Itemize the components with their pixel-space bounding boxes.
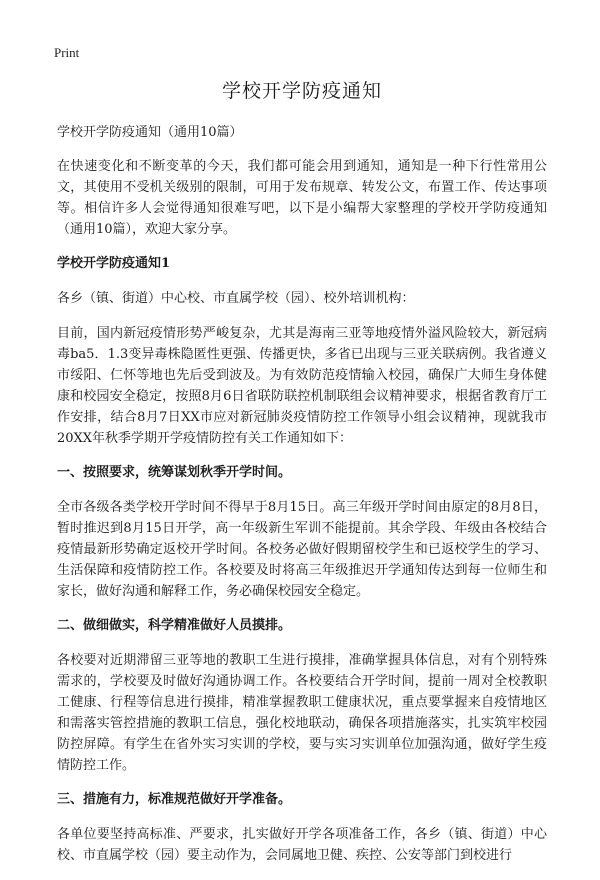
- notice-1-recipients: 各乡（镇、街道）中心校、市直属学校（园）、校外培训机构：: [57, 291, 415, 306]
- document-subtitle: 学校开学防疫通知（通用10篇）: [57, 125, 243, 140]
- section-3-body: 各单位要坚持高标准、严要求，扎实做好开学各项准备工作，各乡（镇、街道）中心校、市直属学校（园）要主动作为，会同属地卫健、疾控、公安等部门到校进行: [57, 827, 547, 863]
- section-1-body: 全市各级各类学校开学时间不得早于8月15日。高三年级开学时间由原定的8月8日，暂时推迟到8月15日开学，高一年级新生军训不能提前。其余学段、年级由各校结合疫情最新形势确定返校开学时间。各校务必做好假期留校学生和已返校学生的学习、生活保障和疫情防控工作。各校要及时将高三年级推迟开学通知传达到每一位师生和家长，做好沟通和解释工作，务必确保校园安全稳定。: [57, 500, 547, 599]
- notice-1-heading: 学校开学防疫通知1: [57, 256, 171, 271]
- intro-paragraph: 在快速变化和不断变革的今天，我们都可能会用到通知，通知是一种下行性常用公文，其使用不受机关级别的限制，可用于发布规章、转发公文，布置工作、传达事项等。相信许多人会觉得通知很难写吧，以下是小编帮大家整理的学校开学防疫通知（通用10篇），欢迎大家分享。: [57, 159, 547, 237]
- section-2-heading: 二、做细做实，科学精准做好人员摸排。: [57, 618, 292, 633]
- print-link[interactable]: Print: [54, 45, 80, 60]
- section-1-heading: 一、按照要求，统筹谋划秋季开学时间。: [57, 465, 292, 480]
- page-title: 学校开学防疫通知: [221, 80, 382, 102]
- document-body: [57, 78, 547, 880]
- notice-1-body: 目前，国内新冠疫情形势严峻复杂，尤其是海南三亚等地疫情外溢风险较大，新冠病毒ba5．1.3变异毒株隐匿性更强、传播更快，多省已出现与三亚关联病例。我省遵义市绥阳、仁怀等地也先后受到波及。为有效防范疫情输入校园，确保广大师生身体健康和校园安全稳定，按照8月6日省联防联控机制联组会议精神要求，根据省教育厅工作安排，结合8月7日XX市应对新冠肺炎疫情防控工作领导小组会议精神，现就我市20XX年秋季学期开学疫情防控有关工作通知如下：: [57, 326, 547, 446]
- section-2-body: 各校要对近期滞留三亚等地的教职工生进行摸排，准确掌握具体信息，对有个别特殊需求的，学校要及时做好沟通协调工作。各校要结合开学时间，提前一周对全校教职工健康、行程等信息进行摸排，精准掌握教职工健康状况，重点要掌握来自疫情地区和需落实管控措施的教职工信息，强化校地联动，确保各项措施落实，扎实筑牢校园防控屏障。有学生在省外实习实训的学校，要与实习实训单位加强沟通，做好学生疫情防控工作。: [57, 653, 547, 773]
- section-3-heading: 三、措施有力，标准规范做好开学准备。: [57, 792, 292, 807]
